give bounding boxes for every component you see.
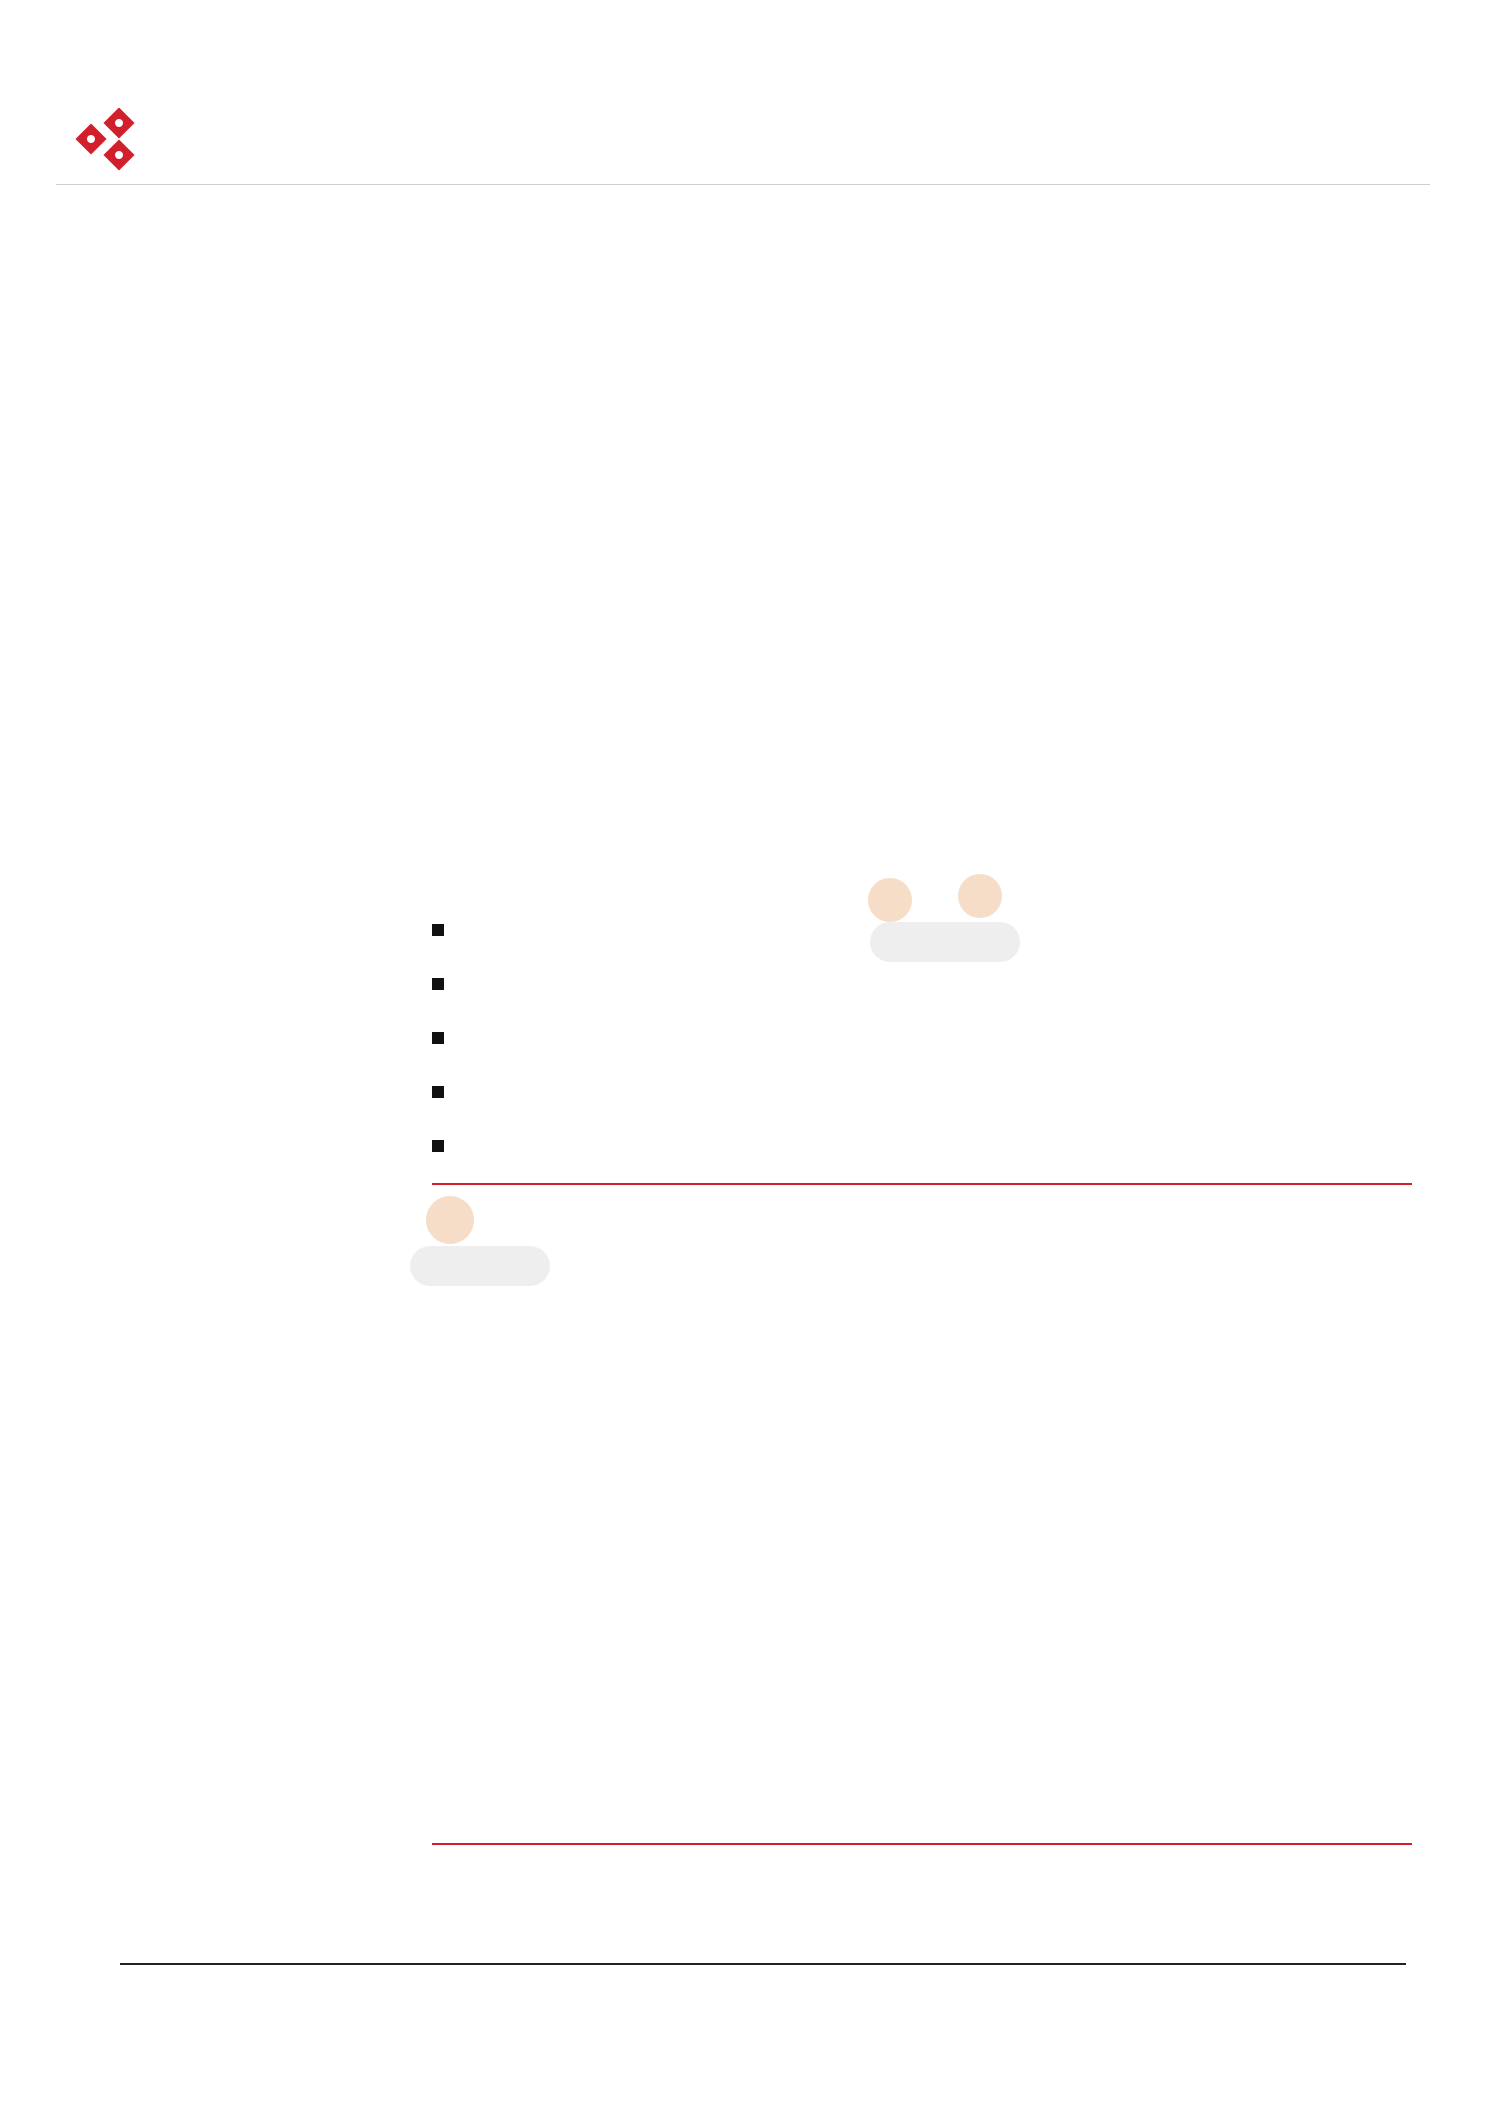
list-item (432, 966, 474, 1006)
list-item (432, 1020, 474, 1060)
header-divider (56, 184, 1430, 185)
bullet-square-icon (432, 1086, 444, 1098)
list-item (432, 1074, 474, 1114)
watermark-figure-icon (830, 860, 1070, 980)
logo (72, 108, 402, 178)
bullet-square-icon (432, 1140, 444, 1152)
bullet-square-icon (432, 924, 444, 936)
bullet-square-icon (432, 1032, 444, 1044)
list-item (432, 1128, 474, 1168)
figure-top-rule (432, 1183, 1412, 1185)
footer-divider (120, 1963, 1406, 1965)
list-item (432, 912, 474, 952)
bullet-square-icon (432, 978, 444, 990)
figure-bottom-rule (432, 1843, 1412, 1845)
orient-securities-logo-icon (72, 108, 140, 176)
revenue-stacked-bar-chart (490, 1260, 1370, 1800)
